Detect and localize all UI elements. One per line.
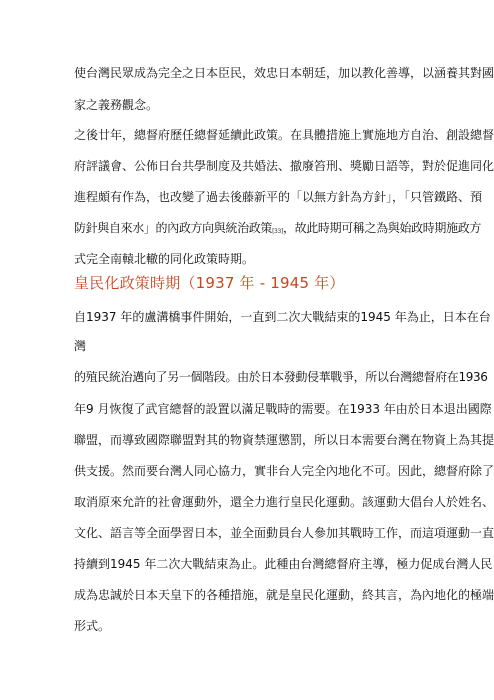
paragraph-line: 的殖民統治邁向了另一個階段。由於日本發動侵華戰爭，所以台灣總督府在1936 (74, 370, 488, 384)
paragraph-line: 聯盟，而導致國際聯盟對其的物資禁運懲罰，所以日本需要台灣在物資上為其提 (74, 433, 494, 447)
citation-ref[interactable]: [33] (272, 228, 283, 235)
paragraph-line (74, 219, 482, 237)
paragraph-line: 府評議會、公佈日台共學制度及共婚法、撤廢笞刑、獎勵日語等，對於促進同化 (74, 159, 494, 173)
paragraph-line: 形式。 (74, 619, 111, 633)
paragraph-line: 持續到1945 年二次大戰結束為止。此種由台灣總督府主導，極力促成台灣人民 (74, 557, 493, 571)
paragraph-line: 家之義務觀念。 (74, 98, 159, 112)
paragraph-line: 年9 月恢復了武官總督的設置以滿足戰時的需要。在1933 年由於日本退出國際 (74, 402, 492, 416)
paragraph-line: 之後廿年，總督府歷任總督延續此政策。在具體措施上實施地方自治、創設總督 (74, 128, 494, 142)
paragraph-line: 灣 (74, 339, 87, 353)
paragraph-line: 成為忠誠於日本天皇下的各種措施，就是皇民化運動，終其言，為內地化的極端 (74, 588, 494, 602)
section-heading: 皇民化政策時期（1937 年 - 1945 年） (74, 274, 345, 292)
paragraph-line: 使台灣民眾成為完全之日本臣民，效忠日本朝廷，加以教化善導，以涵養其對國 (74, 66, 494, 80)
paragraph-line: 自1937 年的盧溝橋事件開始，一直到二次大戰結束的1945 年為止，日本在台 (74, 310, 491, 324)
paragraph-line: 取消原來允許的社會運動外，還全力進行皇民化運動。該運動大倡台人於姓名、 (74, 495, 494, 509)
paragraph-line: 文化、語言等全面學習日本，並全面動員台人參加其戰時工作，而這項運動一直 (74, 526, 494, 540)
paragraph-line: 式完全南轅北轍的同化政策時期。 (74, 252, 255, 266)
paragraph-text: ，故此時期可稱之為與始政時期施政方 (282, 221, 482, 235)
paragraph-line: 進程頗有作為，也改變了過去後藤新平的「以無方針為方針」，「只管鐵路、預 (74, 190, 483, 204)
paragraph-text: 防針與自來水」的內政方向與統治政策 (74, 221, 273, 235)
paragraph-line: 供支援。然而要台灣人同心協力，實非台人完全內地化不可。因此，總督府除了 (74, 464, 494, 478)
